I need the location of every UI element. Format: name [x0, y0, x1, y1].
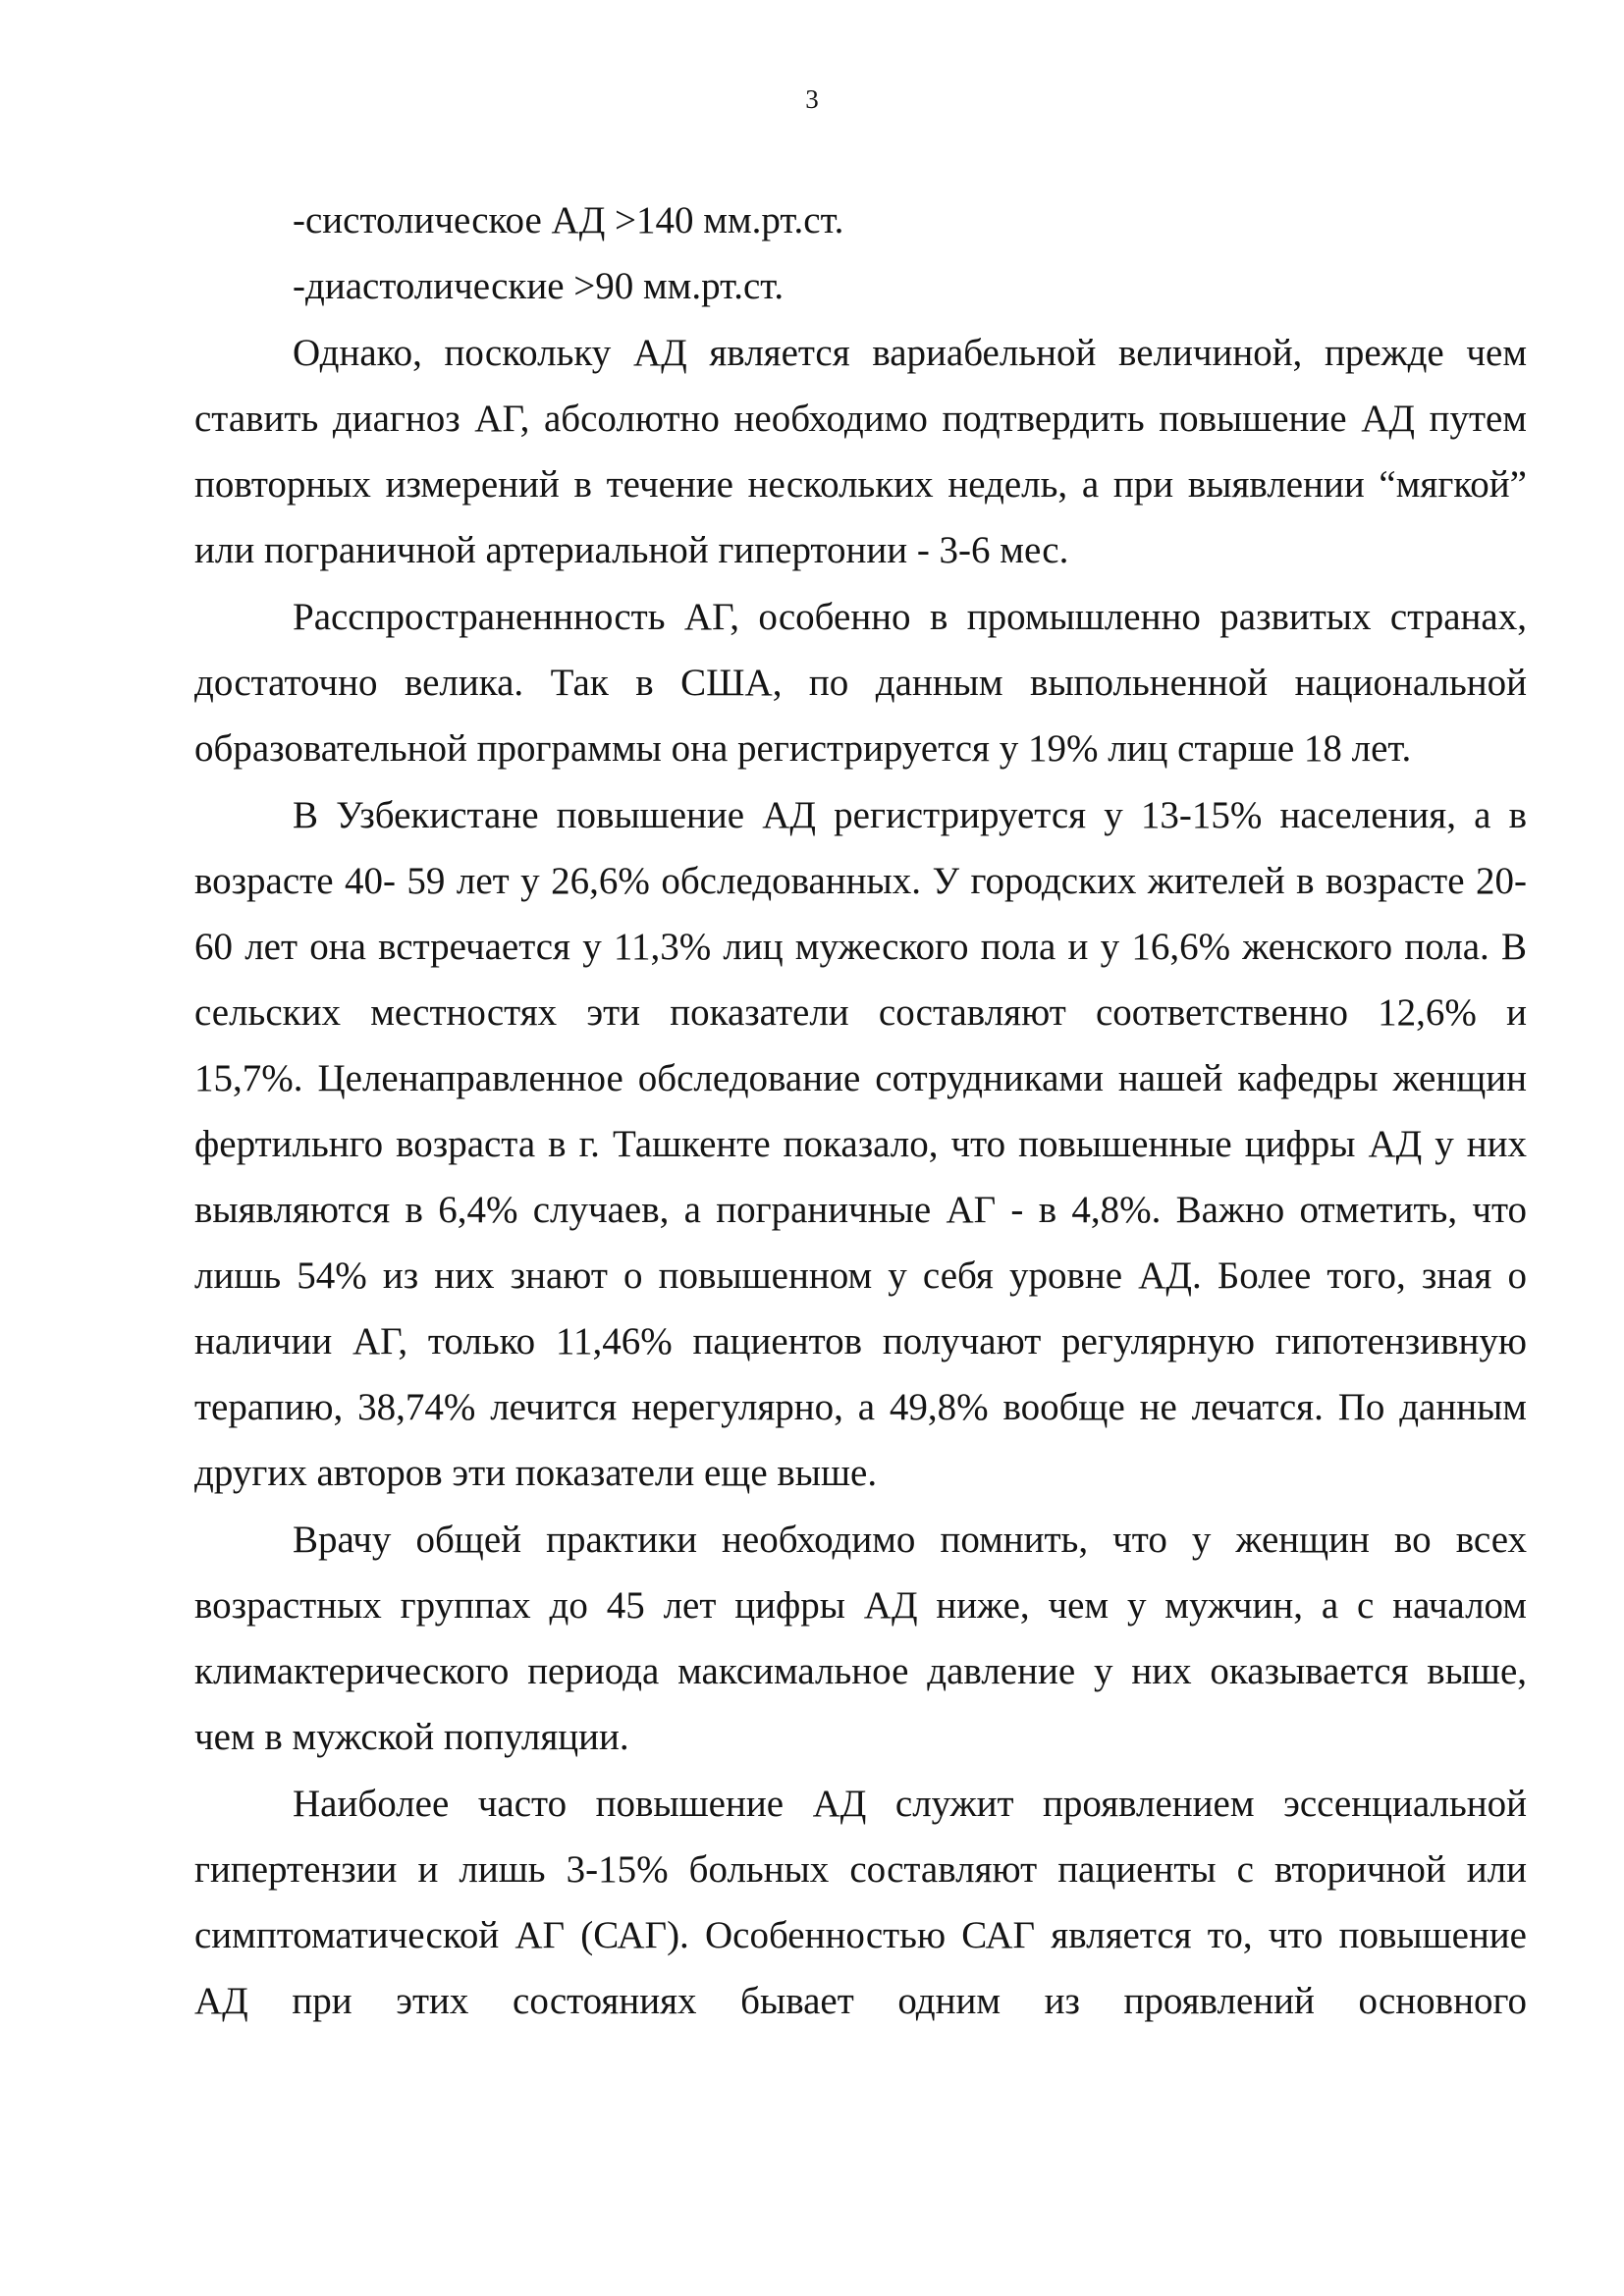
text-line: гипертензии и лишь 3-15% больных составляют пациенты с вторичной или: [194, 1848, 1527, 1891]
text-line: симптоматической АГ (САГ). Особенностью САГ является то, что повышение: [194, 1914, 1527, 1956]
text-line: терапию, 38,74% лечится нерегулярно, а 49,8% вообще не лечатся. По данным: [194, 1386, 1527, 1428]
text-line: возрастных группах до 45 лет цифры АД ниже, чем у мужчин, а с началом: [194, 1584, 1527, 1627]
text-line: других авторов эти показатели еще выше.: [194, 1452, 878, 1494]
text-line: или пограничной артериальной гипертонии - 3-6 мес.: [194, 529, 1069, 571]
text-line: АД при этих состояниях бывает одним из проявлений основного: [194, 1980, 1527, 2022]
page-number: 3: [805, 84, 819, 114]
text-line: чем в мужской популяции.: [194, 1716, 629, 1758]
text-line: повторных измерений в течение нескольких недель, а при выявлении “мягкой”: [194, 463, 1527, 506]
text-line: В Узбекистане повышение АД регистрируется у 13-15% населения, а в: [293, 794, 1527, 836]
text-line: -систолическое АД >140 мм.рт.ст.: [293, 199, 844, 241]
text-line: Расспространеннность АГ, особенно в промышленно развитых странах,: [293, 596, 1527, 638]
text-line: достаточно велика. Так в США, по данным выпольненной национальной: [194, 662, 1527, 704]
text-line: климактерического периода максимальное давление у них оказывается выше,: [194, 1650, 1527, 1692]
text-line: сельских местностях эти показатели составляют соответственно 12,6% и: [194, 991, 1527, 1034]
text-line: ставить диагноз АГ, абсолютно необходимо подтвердить повышение АД путем: [194, 398, 1527, 440]
text-line: наличии АГ, только 11,46% пациентов получают регулярную гипотензивную: [194, 1320, 1527, 1362]
text-line: фертильнго возраста в г. Ташкенте показало, что повышенные цифры АД у них: [194, 1123, 1527, 1165]
text-line: выявляются в 6,4% случаев, а пограничные АГ - в 4,8%. Важно отметить, что: [194, 1189, 1527, 1231]
text-line: Врачу общей практики необходимо помнить, что у женщин во всех: [293, 1519, 1527, 1561]
text-line: образовательной программы она регистрируется у 19% лиц старше 18 лет.: [194, 727, 1412, 770]
text-line: 15,7%. Целенаправленное обследование сотрудниками нашей кафедры женщин: [194, 1057, 1527, 1099]
text-line: лишь 54% из них знают о повышенном у себя уровне АД. Более того, зная о: [194, 1255, 1527, 1297]
text-line: Однако, поскольку АД является вариабельной величиной, прежде чем: [293, 332, 1527, 374]
text-line: Наиболее часто повышение АД служит проявлением эссенциальной: [293, 1783, 1527, 1825]
text-line: -диастолические >90 мм.рт.ст.: [293, 265, 785, 307]
text-line: возрасте 40- 59 лет у 26,6% обследованных. У городских жителей в возрасте 20-: [194, 860, 1527, 902]
text-line: 60 лет она встречается у 11,3% лиц мужеского пола и у 16,6% женского пола. В: [194, 926, 1527, 968]
